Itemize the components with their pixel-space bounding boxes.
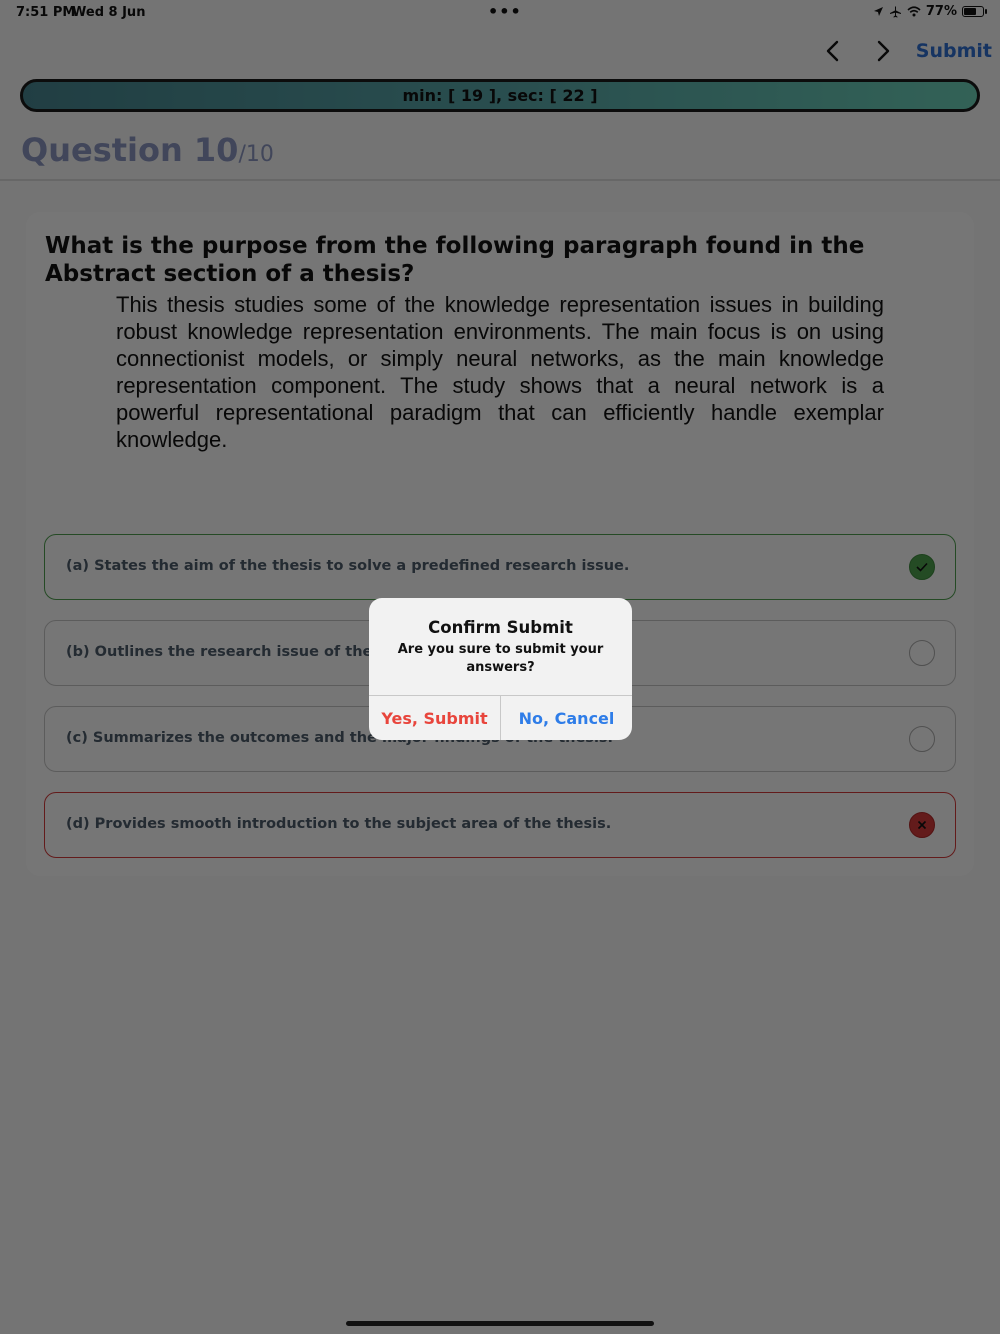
cancel-button[interactable]: No, Cancel [518, 708, 615, 728]
dialog-title: Confirm Submit [428, 618, 573, 637]
confirm-submit-dialog [369, 598, 632, 740]
dialog-message: Are you sure to submit your answers? [397, 642, 604, 675]
home-indicator[interactable] [346, 1321, 654, 1326]
confirm-submit-button[interactable]: Yes, Submit [381, 708, 488, 728]
